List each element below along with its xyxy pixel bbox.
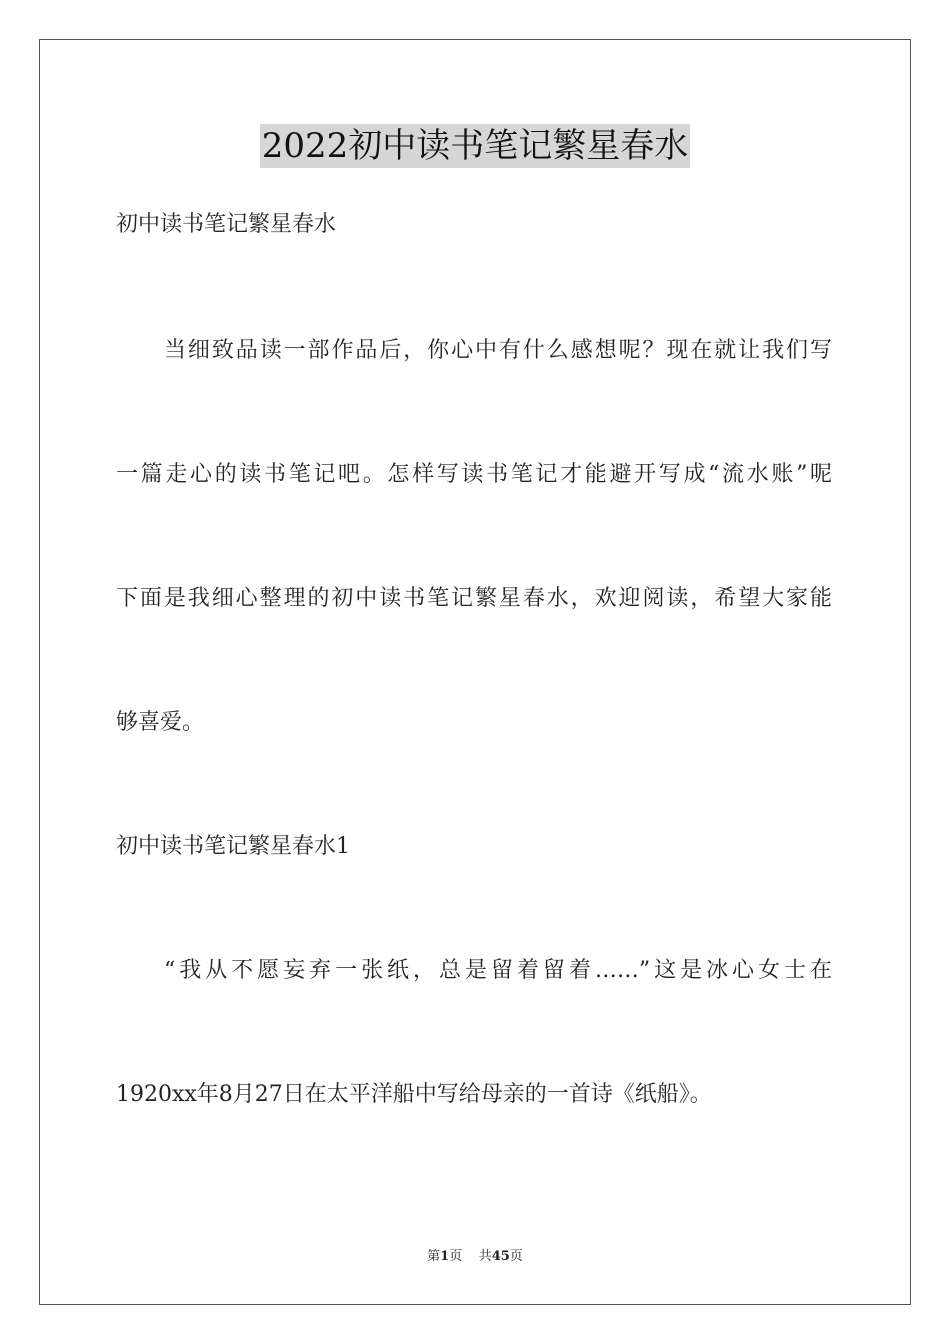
subtitle-line: 初中读书笔记繁星春水	[116, 212, 337, 237]
page-footer	[0, 1248, 950, 1266]
paragraph-line: 当细致品读一部作品后，你心中有什么感想呢？现在就让我们写	[164, 338, 832, 363]
footer-page-prefix: 第	[427, 1249, 441, 1264]
paragraph-line: “我从不愿妄弃一张纸，总是留着留着……”这是冰心女士在	[164, 958, 832, 983]
paragraph-line: 够喜爱。	[116, 710, 205, 735]
paragraph-line: 1920xx年8月27日在太平洋船中写给母亲的一首诗《纸船》。	[116, 1082, 712, 1107]
footer-total-prefix: 共	[478, 1249, 492, 1264]
paragraph-line: 下面是我细心整理的初中读书笔记繁星春水，欢迎阅读，希望大家能	[116, 586, 832, 611]
document-title: 2022初中读书笔记繁星春水	[261, 126, 689, 166]
paragraph-line: 一篇走心的读书笔记吧。怎样写读书笔记才能避开写成“流水账”呢	[116, 462, 832, 487]
footer-total-suffix: 页	[509, 1249, 523, 1264]
footer-page-suffix: 页	[449, 1249, 463, 1264]
footer-total-pages: 45	[491, 1249, 510, 1264]
section-heading: 初中读书笔记繁星春水1	[116, 834, 350, 859]
footer-page-number: 1	[440, 1249, 450, 1264]
title-container	[0, 124, 950, 168]
